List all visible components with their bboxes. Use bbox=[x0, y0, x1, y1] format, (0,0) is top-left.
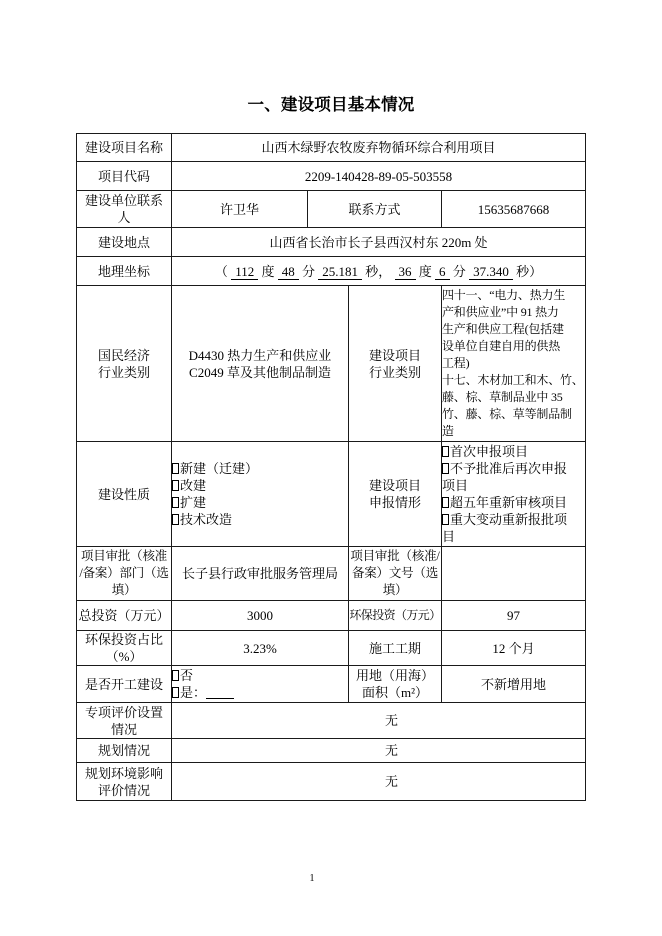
label-line: 规划环境影响 bbox=[84, 765, 163, 781]
category-line: 十七、木材加工和木、竹、 bbox=[442, 373, 584, 387]
category-line: 藤、棕、草制品业中 35 bbox=[442, 390, 563, 404]
contact-person-label bbox=[77, 191, 172, 228]
option-new-build bbox=[172, 460, 348, 477]
checkbox-icon bbox=[172, 480, 179, 491]
row-coordinates bbox=[77, 257, 586, 286]
project-code-label: 项目代码 bbox=[77, 162, 172, 191]
label-line: 项目审批（核准/ bbox=[350, 549, 440, 563]
construction-period-value: 12 个月 bbox=[442, 631, 586, 666]
label-line: 行业类别 bbox=[97, 364, 150, 380]
row-project-code bbox=[77, 162, 586, 191]
row-started bbox=[77, 666, 586, 703]
latitude-seconds: 37.340 bbox=[469, 265, 513, 280]
label-line: 填） bbox=[382, 583, 408, 597]
env-ratio-label bbox=[77, 631, 172, 666]
option-label: 扩建 bbox=[180, 495, 207, 510]
unit-degree: 度 bbox=[261, 263, 275, 279]
row-planning-eia bbox=[77, 763, 586, 801]
separator: ， bbox=[378, 263, 392, 279]
declaration-options bbox=[442, 442, 586, 547]
project-category-label bbox=[349, 286, 442, 442]
declaration-label bbox=[349, 442, 442, 547]
option-label-continuation: 项目 bbox=[442, 478, 469, 493]
category-line: 竹、藤、棕、草等制品制 bbox=[442, 407, 572, 421]
row-approval bbox=[77, 547, 586, 601]
planning-eia-value: 无 bbox=[172, 763, 586, 801]
option-label-continuation: 目 bbox=[442, 529, 456, 544]
option-label: 重大变动重新报批项 bbox=[450, 512, 568, 527]
paren-close: ） bbox=[529, 263, 543, 279]
category-line: 生产和供应工程(包括建 bbox=[442, 322, 564, 336]
contact-method-label: 联系方式 bbox=[308, 191, 442, 228]
label-line: 项目审批（核准 bbox=[80, 549, 168, 563]
coordinates-value bbox=[172, 257, 586, 286]
label-line: 填） bbox=[111, 583, 137, 597]
row-contact bbox=[77, 191, 586, 228]
label-line: 备案）文号（选 bbox=[351, 566, 439, 580]
row-project-name bbox=[77, 134, 586, 162]
env-ratio-value: 3.23% bbox=[172, 631, 349, 666]
checkbox-icon bbox=[442, 446, 449, 457]
row-industry bbox=[77, 286, 586, 442]
option-tech-upgrade bbox=[172, 511, 348, 528]
option-redeclare-after-rejection bbox=[442, 460, 585, 477]
total-investment-value: 3000 bbox=[172, 601, 349, 631]
approval-document-no-value bbox=[442, 547, 586, 601]
checkbox-icon bbox=[172, 463, 179, 474]
label-line: /备案）部门（选 bbox=[79, 566, 169, 580]
construction-nature-label: 建设性质 bbox=[77, 442, 172, 547]
industry-code-line: D4430 热力生产和供应业 bbox=[188, 347, 332, 363]
total-investment-label bbox=[77, 601, 172, 631]
started-options bbox=[172, 666, 349, 703]
approval-department-label bbox=[77, 547, 172, 601]
unit-minute: 分 bbox=[452, 263, 466, 279]
label-line: 建设单位联系 bbox=[84, 193, 163, 208]
label-line: 用地（用海） bbox=[355, 668, 434, 683]
label-line: 环保投资（万元） bbox=[349, 608, 441, 622]
label-line: 国民经济 bbox=[97, 347, 150, 363]
option-expand bbox=[172, 494, 348, 511]
construction-period-label: 施工工期 bbox=[349, 631, 442, 666]
checkbox-icon bbox=[172, 514, 179, 525]
planning-value: 无 bbox=[172, 739, 586, 763]
page-number: 1 bbox=[309, 873, 315, 884]
section-title: 一、建设项目基本情况 bbox=[247, 95, 415, 114]
label-line: 建设项目 bbox=[368, 478, 421, 493]
approval-document-no-label bbox=[349, 547, 442, 601]
land-area-label bbox=[349, 666, 442, 703]
unit-degree: 度 bbox=[418, 263, 432, 279]
row-investment bbox=[77, 601, 586, 631]
unit-second: 秒 bbox=[516, 263, 530, 279]
row-construction-nature bbox=[77, 442, 586, 547]
row-location bbox=[77, 228, 586, 257]
project-name-value: 山西木绿野农牧废弃物循环综合利用项目 bbox=[172, 134, 586, 162]
location-label: 建设地点 bbox=[77, 228, 172, 257]
label-line: 人 bbox=[117, 210, 131, 225]
option-label: 否 bbox=[180, 668, 194, 683]
label-line: 申报情形 bbox=[368, 495, 421, 510]
option-label: 是： bbox=[180, 685, 207, 700]
approval-department-value: 长子县行政审批服务管理局 bbox=[172, 547, 349, 601]
checkbox-icon bbox=[442, 497, 449, 508]
project-category-value bbox=[442, 286, 586, 442]
contact-person-value: 许卫华 bbox=[172, 191, 308, 228]
coordinates-label: 地理坐标 bbox=[77, 257, 172, 286]
land-area-value: 不新增用地 bbox=[442, 666, 586, 703]
option-label: 新建（迁建） bbox=[180, 461, 259, 476]
category-line: 设单位自建自用的供热 bbox=[442, 339, 561, 353]
row-special-eval bbox=[77, 703, 586, 739]
longitude-seconds: 25.181 bbox=[318, 265, 362, 280]
option-major-change-redeclare bbox=[442, 511, 585, 528]
option-first-declaration bbox=[442, 443, 585, 460]
checkbox-icon bbox=[442, 463, 449, 474]
industry-value bbox=[172, 286, 349, 442]
longitude-minutes: 48 bbox=[278, 265, 299, 280]
label-line: 情况 bbox=[110, 721, 137, 737]
option-label: 技术改造 bbox=[180, 512, 233, 527]
fill-in-blank bbox=[206, 686, 234, 699]
option-label: 不予批准后再次申报 bbox=[450, 461, 568, 476]
label-line: （%） bbox=[105, 649, 143, 664]
industry-label bbox=[77, 286, 172, 442]
option-yes bbox=[172, 684, 348, 701]
latitude-degrees: 36 bbox=[395, 265, 416, 280]
checkbox-icon bbox=[442, 514, 449, 525]
option-label: 首次申报项目 bbox=[450, 444, 529, 459]
option-label: 改建 bbox=[180, 478, 207, 493]
special-eval-label bbox=[77, 703, 172, 739]
project-code-value: 2209-140428-89-05-503558 bbox=[172, 162, 586, 191]
industry-code-line: C2049 草及其他制品制造 bbox=[189, 364, 331, 380]
paren-open: （ bbox=[214, 263, 228, 279]
checkbox-icon bbox=[172, 497, 179, 508]
construction-nature-options bbox=[172, 442, 349, 547]
option-review-after-five-years bbox=[442, 494, 585, 511]
project-name-label: 建设项目名称 bbox=[77, 134, 172, 162]
option-no bbox=[172, 667, 348, 684]
env-investment-value: 97 bbox=[442, 601, 586, 631]
env-investment-label bbox=[349, 601, 442, 631]
started-label: 是否开工建设 bbox=[77, 666, 172, 703]
label-line: 建设项目 bbox=[368, 347, 421, 363]
label-line: 环保投资占比 bbox=[84, 632, 163, 647]
label-line: 面积（m²） bbox=[361, 685, 428, 700]
longitude-degrees: 112 bbox=[231, 265, 258, 280]
row-env-ratio bbox=[77, 631, 586, 666]
label-line: 专项评价设置 bbox=[84, 704, 163, 720]
project-info-table bbox=[76, 133, 586, 801]
row-planning bbox=[77, 739, 586, 763]
category-line: 产和供应业”中 91 热力 bbox=[442, 305, 559, 319]
unit-minute: 分 bbox=[301, 263, 315, 279]
contact-phone-value: 15635687668 bbox=[442, 191, 586, 228]
unit-second: 秒 bbox=[365, 263, 379, 279]
option-label: 超五年重新审核项目 bbox=[450, 495, 568, 510]
special-eval-value: 无 bbox=[172, 703, 586, 739]
planning-eia-label bbox=[77, 763, 172, 801]
label-line: 评价情况 bbox=[97, 782, 150, 798]
category-line: 工程) bbox=[442, 356, 470, 370]
checkbox-icon bbox=[172, 687, 179, 698]
option-rebuild bbox=[172, 477, 348, 494]
category-line: 造 bbox=[442, 424, 454, 438]
latitude-minutes: 6 bbox=[435, 265, 450, 280]
label-line: 总投资（万元） bbox=[78, 608, 170, 623]
planning-label: 规划情况 bbox=[77, 739, 172, 763]
checkbox-icon bbox=[172, 670, 179, 681]
label-line: 行业类别 bbox=[368, 364, 421, 380]
location-value: 山西省长治市长子县西汉村东 220m 处 bbox=[172, 228, 586, 257]
category-line: 四十一、“电力、热力生 bbox=[442, 288, 566, 302]
